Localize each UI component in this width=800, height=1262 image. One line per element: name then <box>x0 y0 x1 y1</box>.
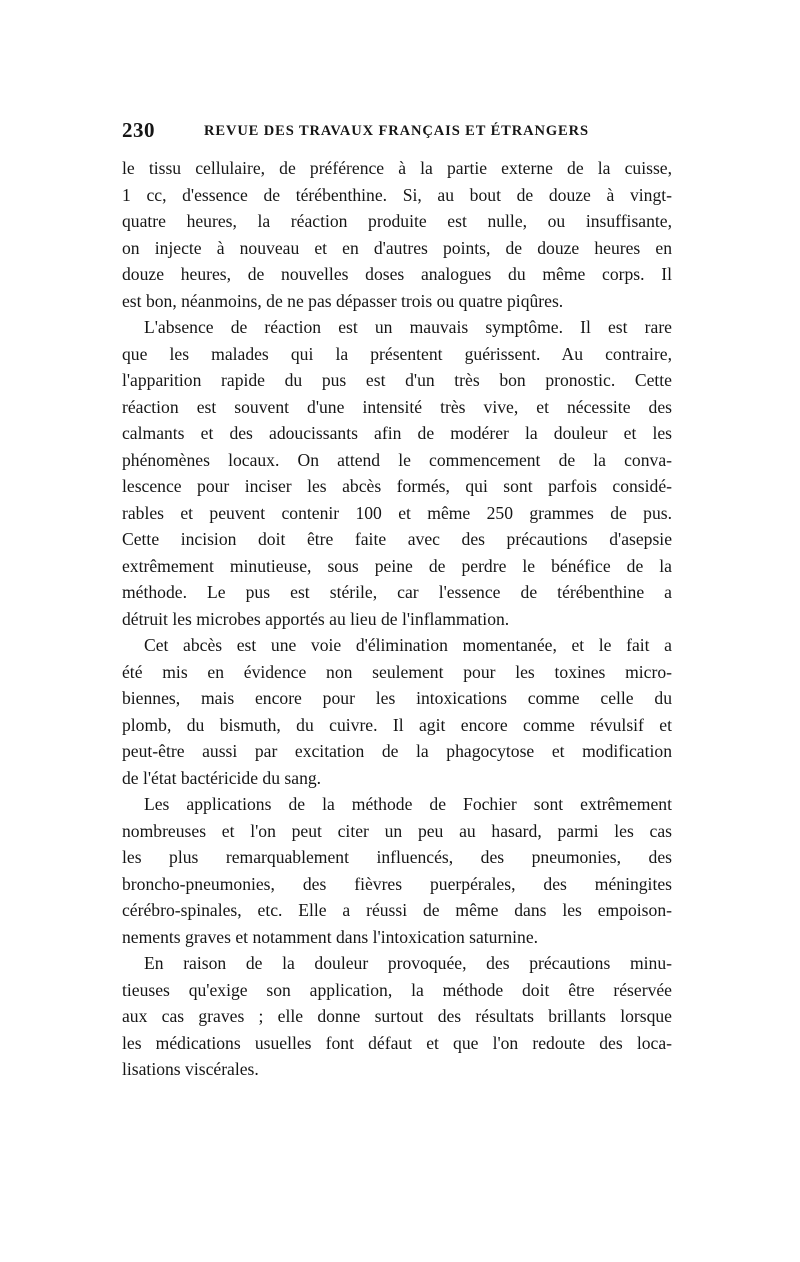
page-number: 230 <box>122 118 155 142</box>
text-line: cérébro-spinales, etc. Elle a réussi de même dans les empoison- <box>122 900 672 920</box>
text-line: de l'état bactéricide du sang. <box>122 767 322 788</box>
text-line: lescence pour inciser les abcès formés, qui sont parfois considé- <box>122 476 672 496</box>
running-head <box>122 118 678 148</box>
text-line: est bon, néanmoins, de ne pas dépasser trois ou quatre piqûres. <box>122 290 564 311</box>
paragraph-4 <box>122 791 672 950</box>
text-line: tieuses qu'exige son application, la méthode doit être réservée <box>122 979 672 1000</box>
text-line: broncho-pneumonies, des fièvres puerpérales, des méningites <box>122 873 672 894</box>
text-line: le tissu cellulaire, de préférence à la partie externe de la cuisse, <box>122 158 672 178</box>
paragraph-2 <box>122 314 672 632</box>
text-line: été mis en évidence non seulement pour les toxines micro- <box>122 661 672 682</box>
text-line: les plus remarquablement influencés, des pneumonies, des <box>122 847 672 867</box>
text-line: que les malades qui la présentent guérissent. Au contraire, <box>122 343 672 364</box>
text-line: on injecte à nouveau et en d'autres points, de douze heures en <box>122 237 672 258</box>
text-line: L'absence de réaction est un mauvais symptôme. Il est rare <box>144 317 672 337</box>
paragraph-5 <box>122 950 672 1083</box>
text-line: phénomènes locaux. On attend le commencement de la conva- <box>122 449 672 470</box>
text-line: douze heures, de nouvelles doses analogues du même corps. Il <box>122 264 672 284</box>
text-line: extrêmement minutieuse, sous peine de perdre le bénéfice de la <box>122 555 672 576</box>
text-line: réaction est souvent d'une intensité très vive, et nécessite des <box>122 396 672 417</box>
text-line: Cet abcès est une voie d'élimination momentanée, et le fait a <box>144 635 672 655</box>
text-line: rables et peuvent contenir 100 et même 250 grammes de pus. <box>122 502 672 523</box>
text-line: 1 cc, d'essence de térébenthine. Si, au bout de douze à vingt- <box>122 184 672 205</box>
text-line: En raison de la douleur provoquée, des précautions minu- <box>144 953 672 973</box>
text-line: l'apparition rapide du pus est d'un très bon pronostic. Cette <box>122 370 672 390</box>
text-line: biennes, mais encore pour les intoxications comme celle du <box>122 688 672 708</box>
body-text <box>122 155 672 1083</box>
text-line: Cette incision doit être faite avec des précautions d'asepsie <box>122 529 672 549</box>
text-line: détruit les microbes apportés au lieu de l'inflammation. <box>122 608 510 629</box>
text-line: peut-être aussi par excitation de la phagocytose et modification <box>122 741 672 761</box>
journal-title: REVUE DES TRAVAUX FRANÇAIS ET ÉTRANGERS <box>204 123 589 139</box>
paragraph-3 <box>122 632 672 791</box>
text-line: plomb, du bismuth, du cuivre. Il agit encore comme révulsif et <box>122 714 672 735</box>
paragraph-1 <box>122 155 672 314</box>
text-line: aux cas graves ; elle donne surtout des résultats brillants lorsque <box>122 1006 672 1026</box>
text-line: quatre heures, la réaction produite est nulle, ou insuffisante, <box>122 211 672 231</box>
text-line: nombreuses et l'on peut citer un peu au hasard, parmi les cas <box>122 820 672 841</box>
text-line: calmants et des adoucissants afin de modérer la douleur et les <box>122 423 672 443</box>
text-line: les médications usuelles font défaut et que l'on redoute des loca- <box>122 1032 672 1053</box>
text-line: nements graves et notamment dans l'intoxication saturnine. <box>122 926 539 947</box>
text-line: Les applications de la méthode de Fochier sont extrêmement <box>144 794 672 814</box>
text-line: lisations viscérales. <box>122 1059 259 1079</box>
text-line: méthode. Le pus est stérile, car l'essence de térébenthine a <box>122 582 672 602</box>
